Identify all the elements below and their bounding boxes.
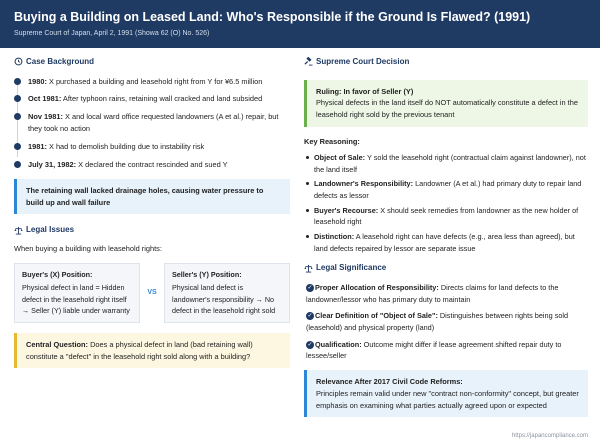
page-title: Buying a Building on Leased Land: Who's Responsible if the Ground Is Flawed? (1991) [14, 10, 531, 24]
timeline-text: X had to demolish building due to instability risk [46, 141, 205, 151]
reasoning-item [314, 178, 588, 201]
buyer-position-title: Buyer's (X) Position: [22, 269, 93, 279]
history-icon [14, 57, 23, 66]
central-question-label: Central Question: [26, 339, 89, 349]
footer-url[interactable]: https://japancompliance.com [511, 433, 588, 440]
timeline-dot [14, 143, 21, 150]
reasoning-item [314, 231, 588, 254]
left-column [14, 56, 290, 368]
decision-heading [304, 56, 588, 68]
reasoning-text: X should seek remedies from landowner as the new holder of leasehold right [314, 205, 579, 227]
ruling-callout [304, 80, 588, 128]
timeline-date: July 31, 1982: [28, 159, 77, 169]
significance-text: Outcome might differ if lease agreement shifted repair duty to lessee/seller [306, 339, 562, 361]
reasoning-label: Object of Sale: [314, 152, 366, 162]
case-background-heading [14, 56, 290, 68]
check-icon: ✓ [307, 341, 313, 348]
timeline-dot [14, 161, 21, 168]
reasoning-text: Landowner (A et al.) had primary duty to repair land defects as lessor [314, 179, 582, 200]
significance-text: Directs claims for land defects to the landowner/lessor who has primary duty to maintain [306, 282, 559, 304]
timeline-dot [14, 95, 21, 102]
significance-heading [304, 262, 588, 274]
timeline-date: Oct 1981: [28, 94, 62, 104]
right-column [304, 56, 588, 417]
vs-label: VS [147, 288, 157, 296]
page-header [0, 0, 600, 48]
reasoning-label: Buyer's Recourse: [314, 205, 379, 215]
reasoning-list [304, 152, 588, 254]
seller-position-text: Physical land defect is landowner's responsibility → No defect in the leasehold right sold [172, 283, 276, 316]
ruling-title: Ruling: In favor of Seller (Y) [316, 86, 414, 96]
significance-item [304, 282, 588, 305]
buyer-position-card [14, 263, 140, 323]
buyer-position-text: Physical defect in land = Hidden defect in the leasehold right itself → Seller (Y) liable under warranty [22, 283, 130, 316]
scales-icon [14, 226, 23, 235]
gavel-icon [304, 57, 313, 66]
significance-item [304, 310, 588, 333]
timeline [14, 76, 290, 171]
timeline-text: X declared the contract rescinded and sued Y [76, 159, 228, 169]
background-callout: The retaining wall lacked drainage holes, causing water pressure to build up and wall failure [14, 179, 290, 215]
timeline-date: 1981: [28, 141, 47, 151]
scales-icon [304, 264, 313, 273]
central-question-callout [14, 333, 290, 369]
check-icon: ✓ [307, 284, 313, 291]
timeline-dot [14, 78, 21, 85]
timeline-item [28, 111, 290, 135]
positions-compare [14, 263, 290, 323]
central-question-text: Does a physical defect in land (bad retaining wall) constitute a "defect" in the leasehold right sold along with a building? [26, 339, 253, 361]
reasoning-label: Landowner's Responsibility: [314, 179, 414, 189]
legal-issues-lead: When buying a building with leasehold rights: [14, 243, 162, 253]
reforms-text: Principles remain valid under new "contract non-conformity" concept, but greater emphasis on examining what parties actually agreed upon or expected [316, 388, 579, 410]
timeline-item [28, 93, 290, 105]
seller-position-card [164, 263, 290, 323]
case-background-title: Case Background [26, 57, 95, 66]
timeline-text: After typhoon rains, retaining wall cracked and land subsided [61, 94, 263, 104]
significance-text: Distinguishes between rights being sold (leasehold) and physical property (land) [306, 311, 569, 332]
significance-label: Proper Allocation of Responsibility: [315, 282, 439, 292]
legal-issues-title: Legal Issues [26, 225, 75, 235]
key-reasoning-title: Key Reasoning: [304, 137, 360, 147]
timeline-text: X purchased a building and leasehold right from Y for ¥6.5 million [46, 76, 263, 86]
timeline-dot [14, 113, 21, 120]
reforms-title: Relevance After 2017 Civil Code Reforms: [316, 376, 463, 386]
significance-label: Qualification: [315, 339, 362, 349]
timeline-date: Nov 1981: [28, 112, 63, 122]
significance-item [304, 339, 588, 362]
timeline-text: X and local ward office requested landowners (A et al.) repair, but they took no action [28, 112, 279, 134]
significance-list [304, 282, 588, 362]
timeline-item [28, 159, 290, 171]
reasoning-text: A leasehold right can have defects (e.g., area less than agreed), but land defects repaired by lessor are separate issue [314, 231, 575, 253]
check-icon: ✓ [307, 313, 313, 320]
seller-position-title: Seller's (Y) Position: [172, 269, 242, 279]
page-subtitle: Supreme Court of Japan, April 2, 1991 (Showa 62 (O) No. 526) [14, 30, 210, 37]
reasoning-text: Y sold the leasehold right (contractual claim against landowner), not the land itself [314, 152, 586, 174]
reasoning-item [314, 205, 588, 228]
ruling-text: Physical defects in the land itself do NOT automatically constitute a defect in the leasehold right sold by the previous tenant [316, 98, 578, 120]
timeline-item [28, 141, 290, 153]
timeline-date: 1980: [28, 76, 47, 86]
significance-label: Clear Definition of "Object of Sale": [315, 311, 438, 321]
reasoning-item [314, 152, 588, 175]
decision-title: Supreme Court Decision [316, 57, 410, 66]
timeline-item [28, 76, 290, 88]
significance-title: Legal Significance [316, 263, 387, 273]
reforms-callout [304, 370, 588, 418]
legal-issues-heading [14, 224, 290, 236]
reasoning-label: Distinction: [314, 231, 355, 241]
